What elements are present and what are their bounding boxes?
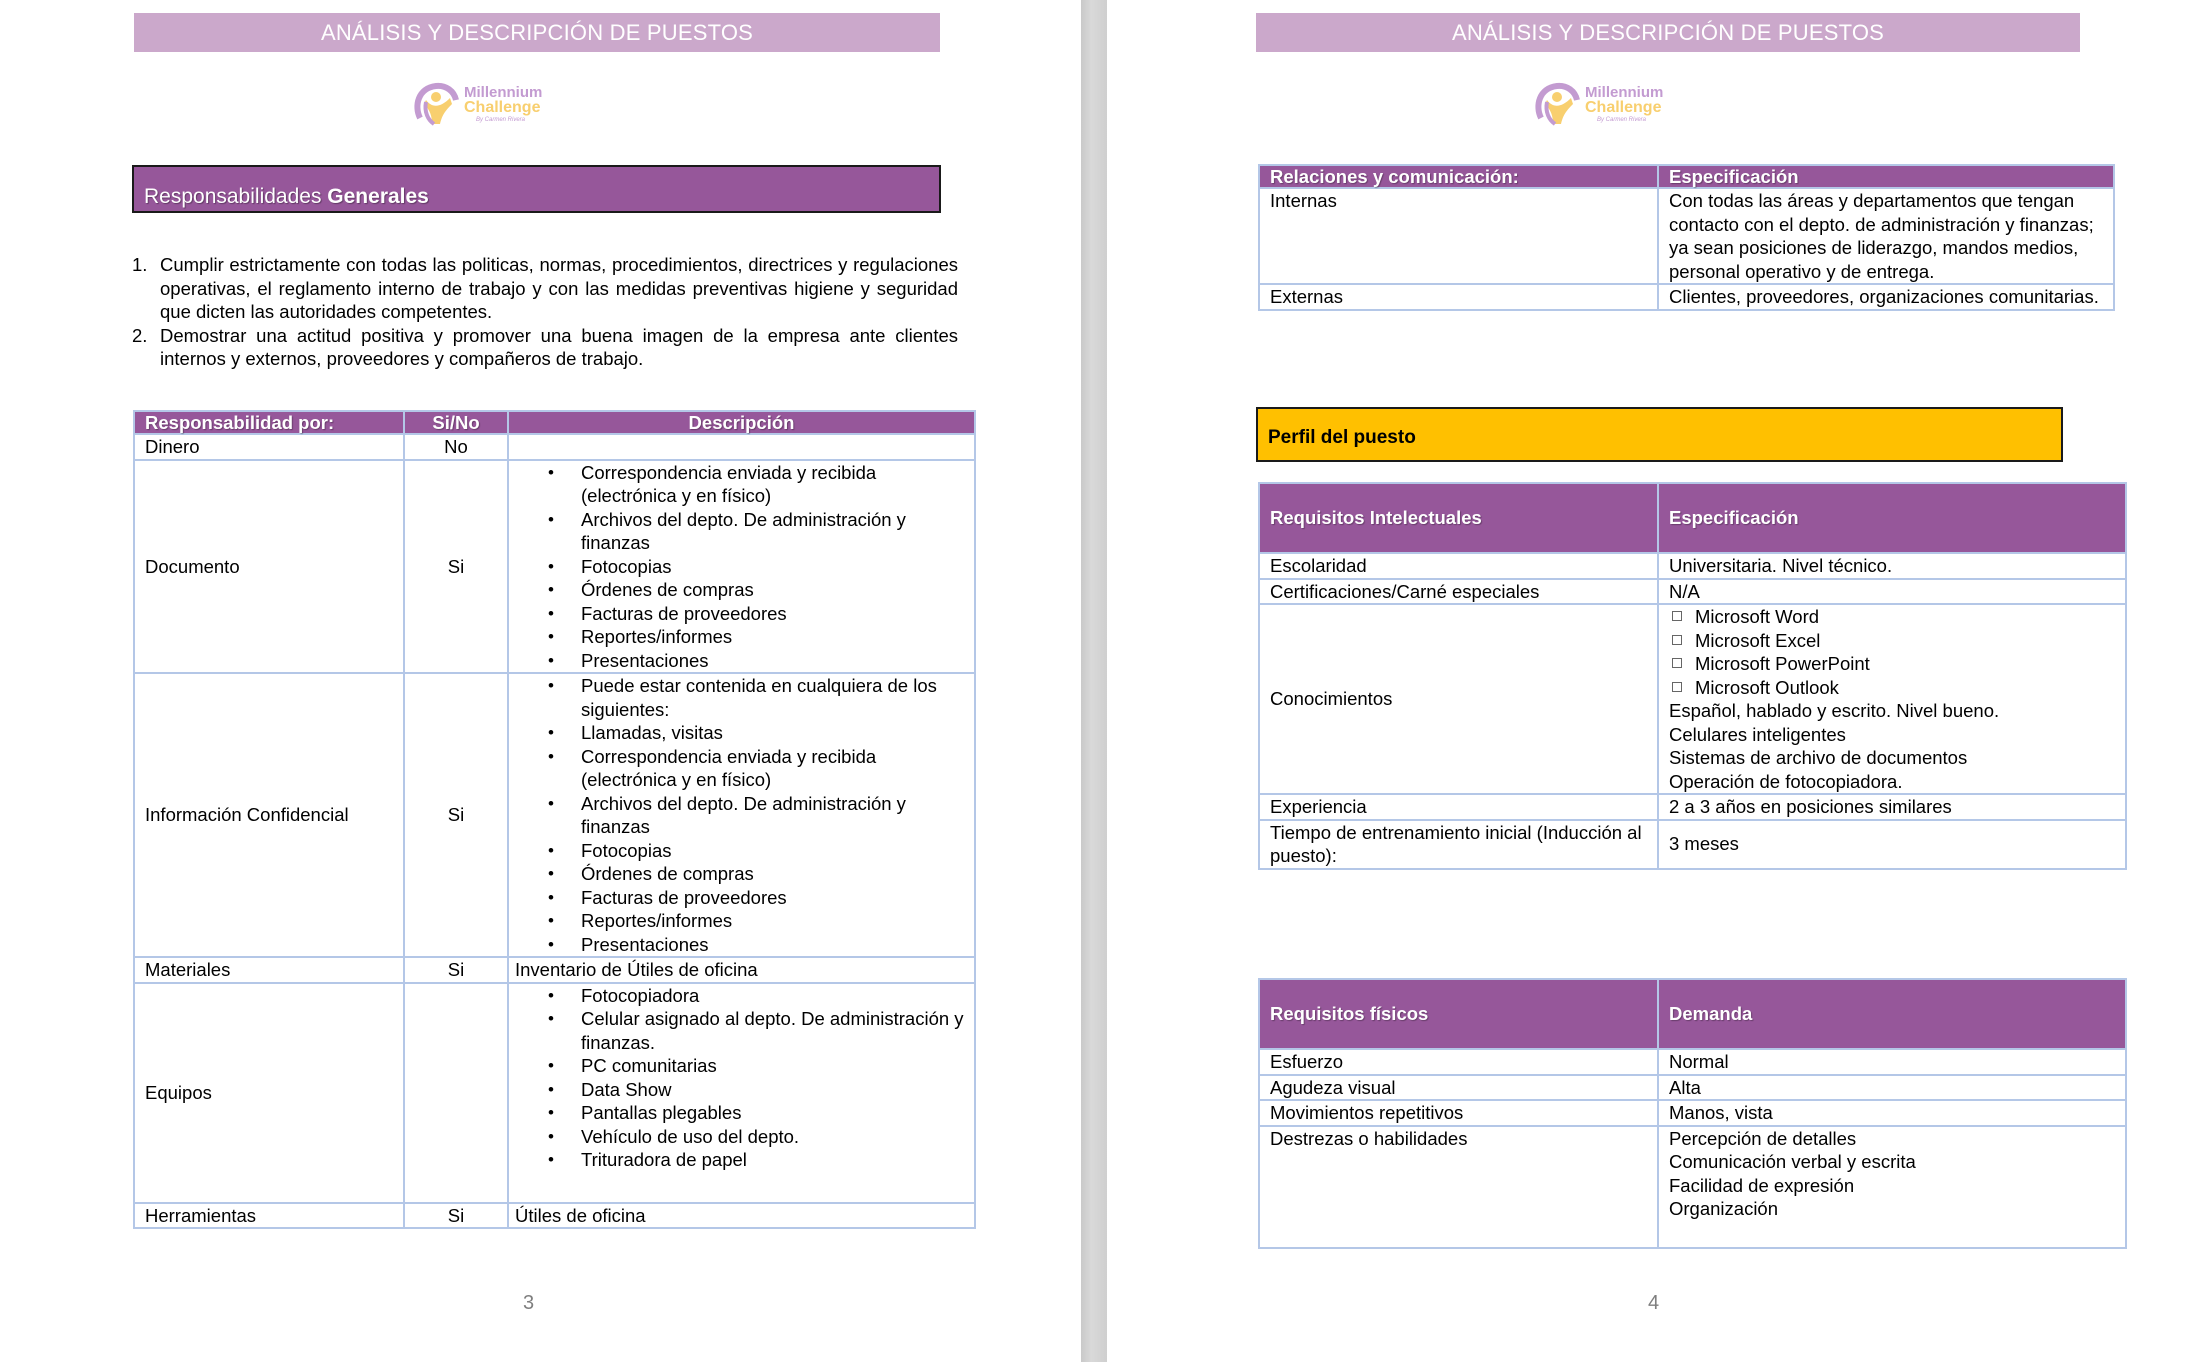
checkbox-item: Microsoft Outlook <box>1669 676 2115 700</box>
text-line: Celulares inteligentes <box>1669 723 1846 745</box>
row-value <box>1658 1075 2126 1101</box>
row-value: N/A <box>1658 579 2126 605</box>
row-label: Escolaridad <box>1259 553 1658 579</box>
bullet-list <box>519 984 964 1172</box>
table-row <box>1259 188 2114 284</box>
row-description <box>508 673 975 957</box>
text-line: Normal <box>1669 1051 1729 1072</box>
section-header-responsabilidades <box>132 165 941 213</box>
bullet-item: • Correspondencia enviada y recibida (electrónica y en físico) <box>581 461 964 508</box>
row-label: Esfuerzo <box>1259 1049 1658 1075</box>
document-page-4 <box>1107 0 2205 1362</box>
row-value: Clientes, proveedores, organizaciones comunitarias. <box>1658 284 2114 310</box>
row-label: Agudeza visual <box>1259 1075 1658 1101</box>
text-line: Español, hablado y escrito. Nivel bueno. <box>1669 700 2000 721</box>
table-row <box>1259 1100 2126 1126</box>
text-line: Sistemas de archivo de documentos <box>1669 747 1968 768</box>
text-line: Operación de fotocopiadora. <box>1669 770 1903 792</box>
column-header: Descripción <box>508 411 975 434</box>
row-label: Externas <box>1259 284 1658 310</box>
row-label: Movimientos repetitivos <box>1259 1100 1658 1126</box>
column-header: Relaciones y comunicación: <box>1259 165 1658 188</box>
logo-text-line2: Challenge <box>1585 99 1662 116</box>
column-header: Demanda <box>1658 979 2126 1049</box>
page-number: 3 <box>523 1292 535 1314</box>
bullet-list <box>519 461 964 673</box>
relations-table <box>1258 164 2115 311</box>
column-header: Especificación <box>1658 483 2126 553</box>
row-yes-no: Si <box>404 460 508 674</box>
list-item <box>132 253 958 324</box>
page-number: 4 <box>1648 1292 1660 1314</box>
table-header-row <box>134 411 975 434</box>
row-value: Universitaria. Nivel técnico. <box>1658 553 2126 579</box>
table-row <box>1259 553 2126 579</box>
list-number: 1. <box>132 254 148 275</box>
text-line: Percepción de detalles <box>1669 1127 1857 1149</box>
intellectual-requirements-table <box>1258 482 2127 870</box>
logo-text-line3: By Carmen Rivera <box>1597 117 1647 123</box>
table-row <box>1259 794 2126 820</box>
table-row <box>1259 1049 2126 1075</box>
bullet-item: • Llamadas, visitas <box>581 721 964 745</box>
table-row <box>134 1203 975 1229</box>
table-row <box>134 434 975 460</box>
bullet-item: • Fotocopiadora <box>581 984 964 1008</box>
bullet-item: • PC comunitarias <box>581 1054 964 1078</box>
bullet-item: • Facturas de proveedores <box>581 886 964 910</box>
row-label: Equipos <box>134 983 404 1203</box>
row-label: Dinero <box>134 434 404 460</box>
row-label: Internas <box>1259 188 1658 284</box>
list-number: 2. <box>132 324 148 346</box>
list-item-text: Cumplir estrictamente con todas las politicas, normas, procedimientos, directrices y regulaciones operativas, el reglamento interno de trabajo y con las medidas preventivas higiene y seguridad que dicten las autoridades competentes. <box>160 254 958 322</box>
company-logo <box>412 80 552 128</box>
column-header: Responsabilidad por: <box>134 411 404 434</box>
row-label: Experiencia <box>1259 794 1658 820</box>
row-yes-no: No <box>404 434 508 460</box>
checkbox-item: Microsoft Word <box>1669 605 2115 629</box>
logo-figure-icon <box>1533 82 1583 126</box>
row-description <box>508 1203 975 1229</box>
table-header-row <box>1259 979 2126 1049</box>
row-description <box>508 460 975 674</box>
row-label: Tiempo de entrenamiento inicial (Inducción al puesto): <box>1259 820 1658 869</box>
header-band: ANÁLISIS Y DESCRIPCIÓN DE PUESTOS <box>134 13 940 52</box>
column-header: Especificación <box>1658 165 2114 188</box>
bullet-item: • Fotocopias <box>581 555 964 579</box>
bullet-item: • Trituradora de papel <box>581 1148 964 1172</box>
row-value <box>1658 1049 2126 1075</box>
table-row <box>1259 820 2126 869</box>
bullet-item: • Celular asignado al depto. De administración y finanzas. <box>581 1007 964 1054</box>
bullet-item: • Correspondencia enviada y recibida (electrónica y en físico) <box>581 745 964 792</box>
table-row <box>1259 1126 2126 1248</box>
row-value <box>1658 1126 2126 1248</box>
row-yes-no: Si <box>404 1203 508 1229</box>
list-item <box>132 324 958 371</box>
list-item-text: Demostrar una actitud positiva y promover una buena imagen de la empresa ante clientes internos y externos, proveedores y compañeros de trabajo. <box>160 324 958 369</box>
table-header-row <box>1259 165 2114 188</box>
bullet-item: • Facturas de proveedores <box>581 602 964 626</box>
row-description <box>508 434 975 460</box>
header-band: ANÁLISIS Y DESCRIPCIÓN DE PUESTOS <box>1256 13 2080 52</box>
section-title-bold: Generales <box>327 185 429 208</box>
physical-requirements-table <box>1258 978 2127 1249</box>
document-page-3 <box>0 0 1081 1362</box>
bullet-item: • Órdenes de compras <box>581 578 964 602</box>
text-line: Facilidad de expresión <box>1669 1174 1855 1196</box>
column-header: Si/No <box>404 411 508 434</box>
logo-text-line3: By Carmen Rivera <box>476 117 526 123</box>
text-line: Manos, vista <box>1669 1102 1773 1123</box>
text-line: Alta <box>1669 1076 1701 1098</box>
logo-text-line1: Millennium <box>464 84 543 101</box>
row-yes-no <box>404 983 508 1203</box>
company-logo <box>1533 80 1673 128</box>
table-header-row <box>1259 483 2126 553</box>
table-row <box>1259 1075 2126 1101</box>
row-value: Con todas las áreas y departamentos que tengan contacto con el depto. de administración y finanzas; ya sean posiciones de liderazgo, mandos medios, personal operativo y de entrega. <box>1658 188 2114 284</box>
section-header-perfil: Perfil del puesto <box>1256 407 2063 462</box>
responsibility-table <box>133 410 976 1229</box>
description-text: Útiles de oficina <box>515 1204 646 1226</box>
row-label: Materiales <box>134 957 404 983</box>
bullet-item: • Fotocopias <box>581 839 964 863</box>
row-value: 3 meses <box>1658 820 2126 869</box>
table-row <box>1259 284 2114 310</box>
row-value: 2 a 3 años en posiciones similares <box>1658 794 2126 820</box>
row-label: Certificaciones/Carné especiales <box>1259 579 1658 605</box>
logo-text-line2: Challenge <box>464 99 541 116</box>
bullet-item: • Archivos del depto. De administración y finanzas <box>581 792 964 839</box>
table-row <box>134 983 975 1203</box>
section-title-regular: Responsabilidades <box>144 185 328 208</box>
bullet-item: • Órdenes de compras <box>581 862 964 886</box>
bullet-item: • Puede estar contenida en cualquiera de los siguientes: <box>581 674 964 721</box>
row-description <box>508 957 975 983</box>
row-label: Información Confidencial <box>134 673 404 957</box>
logo-text-line1: Millennium <box>1585 84 1664 101</box>
checkbox-item: Microsoft PowerPoint <box>1669 652 2115 676</box>
bullet-item: • Reportes/informes <box>581 625 964 649</box>
bullet-item: • Archivos del depto. De administración y finanzas <box>581 508 964 555</box>
page-gutter <box>1081 0 1107 1362</box>
row-value <box>1658 1100 2126 1126</box>
row-label: Destrezas o habilidades <box>1259 1126 1658 1248</box>
bullet-item: • Presentaciones <box>581 933 964 957</box>
column-header: Requisitos Intelectuales <box>1259 483 1658 553</box>
table-row <box>134 673 975 957</box>
table-row <box>1259 579 2126 605</box>
table-row <box>1259 604 2126 794</box>
bullet-item: • Vehículo de uso del depto. <box>581 1125 964 1149</box>
row-label: Conocimientos <box>1259 604 1658 794</box>
table-row <box>134 460 975 674</box>
checkbox-item: Microsoft Excel <box>1669 629 2115 653</box>
text-line: Comunicación verbal y escrita <box>1669 1151 1916 1172</box>
responsibility-table-body <box>134 434 975 1228</box>
text-line: Organización <box>1669 1198 1779 1219</box>
bullet-item: • Presentaciones <box>581 649 964 673</box>
table-row <box>134 957 975 983</box>
bullet-list <box>519 674 964 956</box>
bullet-item: • Pantallas plegables <box>581 1101 964 1125</box>
row-description <box>508 983 975 1203</box>
bullet-item: • Reportes/informes <box>581 909 964 933</box>
row-label: Herramientas <box>134 1203 404 1229</box>
row-label: Documento <box>134 460 404 674</box>
logo-figure-icon <box>412 82 462 126</box>
column-header: Requisitos físicos <box>1259 979 1658 1049</box>
bullet-item: • Data Show <box>581 1078 964 1102</box>
description-text: Inventario de Útiles de oficina <box>515 959 758 980</box>
row-yes-no: Si <box>404 957 508 983</box>
row-value-conocimientos <box>1658 604 2126 794</box>
row-yes-no: Si <box>404 673 508 957</box>
general-responsibilities-list <box>132 253 958 371</box>
